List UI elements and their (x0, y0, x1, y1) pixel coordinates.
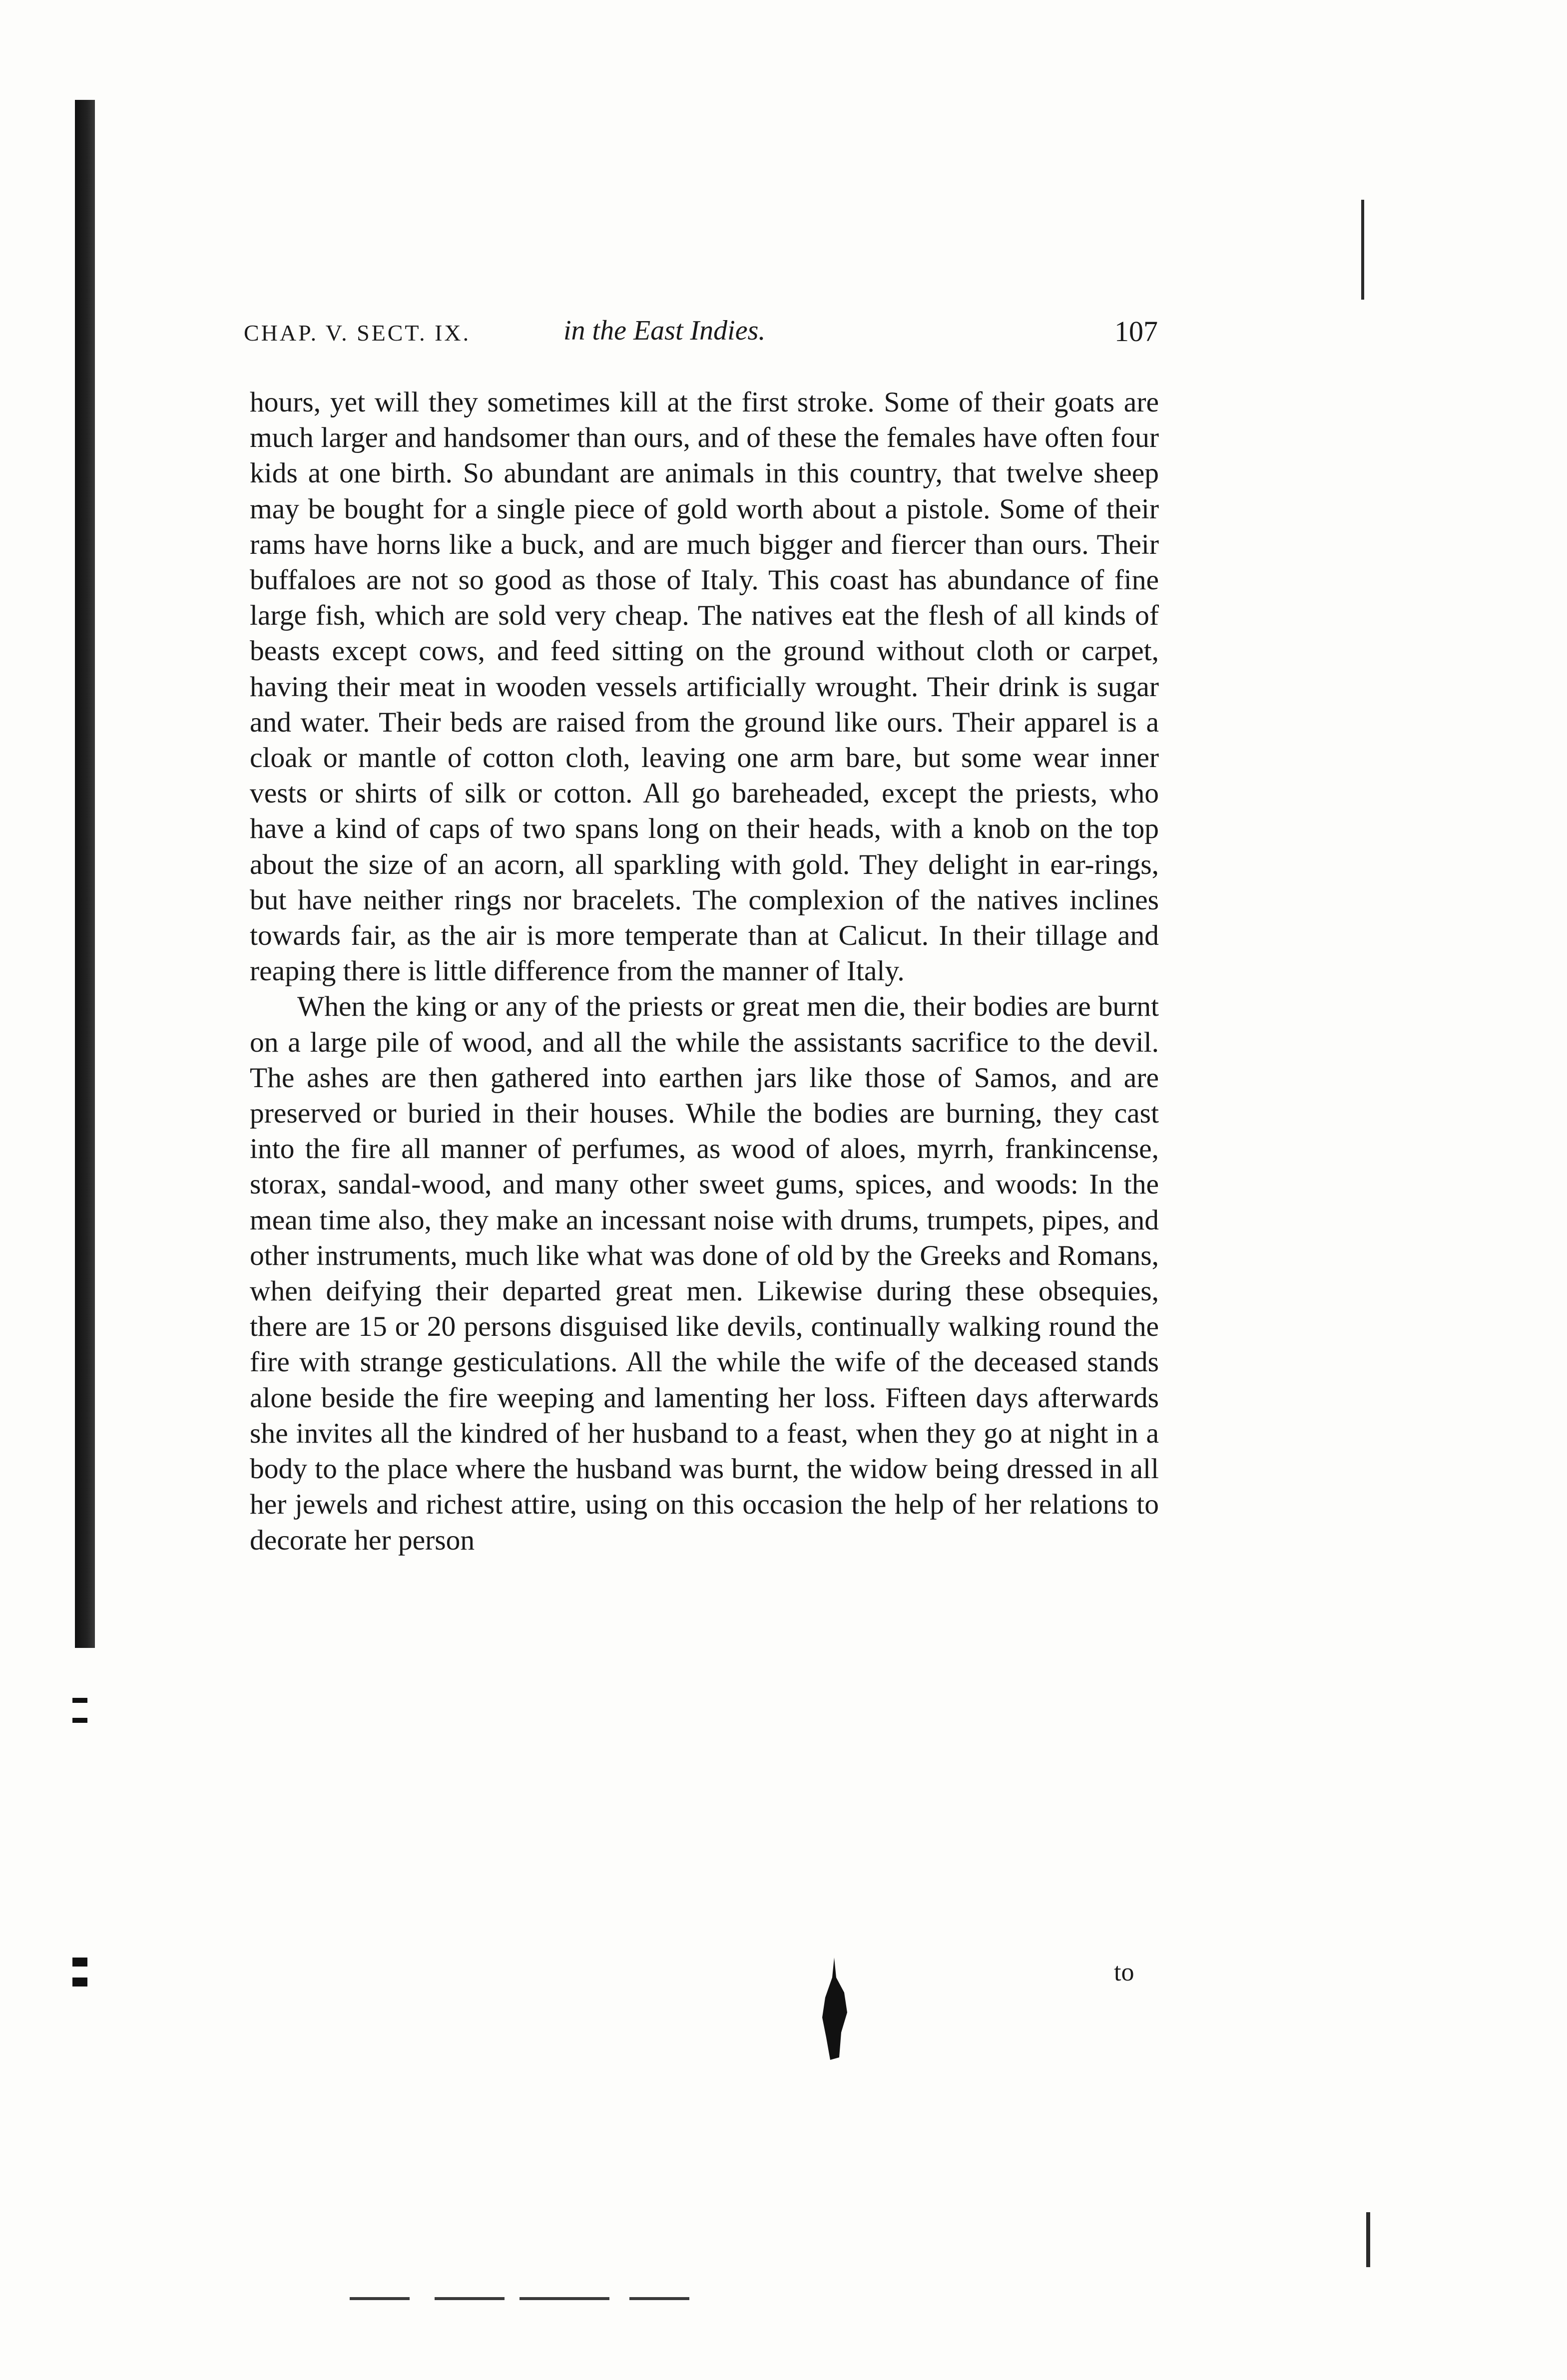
page-number: 107 (1114, 315, 1158, 348)
bottom-rule (629, 2297, 689, 2300)
bottom-rule (520, 2297, 609, 2300)
binding-mark (72, 1698, 87, 1703)
chapter-section-label: CHAP. V. SECT. IX. (244, 320, 471, 346)
body-text (250, 385, 1159, 1558)
bottom-rule (350, 2297, 410, 2300)
bottom-rule (435, 2297, 505, 2300)
running-title: in the East Indies. (563, 315, 766, 346)
ink-blot-mark (819, 1958, 849, 2062)
paragraph: When the king or any of the priests or great men die, their bodies are burnt on a large pile of wood, and all the while the assistants sacrifice to the devil. The ashes are then gathered into earthen jars like those of Samos, and are preserved or buried in their houses. While the bodies are burning, they cast into the fire all manner of perfumes, as wood of aloes, myrrh, frankincense, storax, sandal-wood, and many other sweet gums, spices, and woods: In the mean time also, they make an incessant noise with drums, trumpets, pipes, and other instruments, much like what was done of old by the Greeks and Romans, when deifying their departed great men. Likewise during these obsequies, there are 15 or 20 persons disguised like devils, continually walking round the fire with strange gesticulations. All the while the wife of the deceased stands alone beside the fire weeping and lamenting her loss. Fifteen days afterwards she invites all the kindred of her husband to a feast, when they go at night in a body to the place where the husband was burnt, the widow being dressed in all her jewels and richest attire, using on this occasion the help of her relations to decorate her person (250, 991, 1159, 1556)
catchword: to (1114, 1958, 1134, 1986)
binding-mark (72, 1978, 87, 1986)
paragraph: hours, yet will they sometimes kill at the first stroke. Some of their goats are much larger and handsomer than ours, and of these the females have often four kids at one birth. So abundant are animals in this country, that twelve sheep may be bought for a single piece of gold worth about a pistole. Some of their rams have horns like a buck, and are much bigger and fiercer than ours. Their buffaloes are not so good as those of Italy. This coast has abundance of fine large fish, which are sold very cheap. The natives eat the flesh of all kinds of beasts except cows, and feed sitting on the ground without cloth or carpet, having their meat in wooden vessels artificially wrought. Their drink is sugar and water. Their beds are raised from the ground like ours. Their apparel is a cloak or mantle of cotton cloth, leaving one arm bare, but some wear inner vests or shirts of silk or cotton. All go bareheaded, except the priests, who have a kind of caps of two spans long on their heads, with a knob on the top about the size of an acorn, all sparkling with gold. They delight in ear-rings, but have neither rings nor bracelets. The complexion of the natives inclines towards fair, as the air is more temperate than at Calicut. In their tillage and reaping there is little difference from the manner of Italy. (250, 387, 1159, 987)
running-header (244, 315, 1158, 355)
binding-mark (72, 1958, 87, 1967)
binding-edge-shadow (75, 100, 95, 1648)
margin-speck (1366, 2212, 1370, 2267)
binding-mark (72, 1718, 87, 1723)
margin-speck (1361, 200, 1364, 300)
